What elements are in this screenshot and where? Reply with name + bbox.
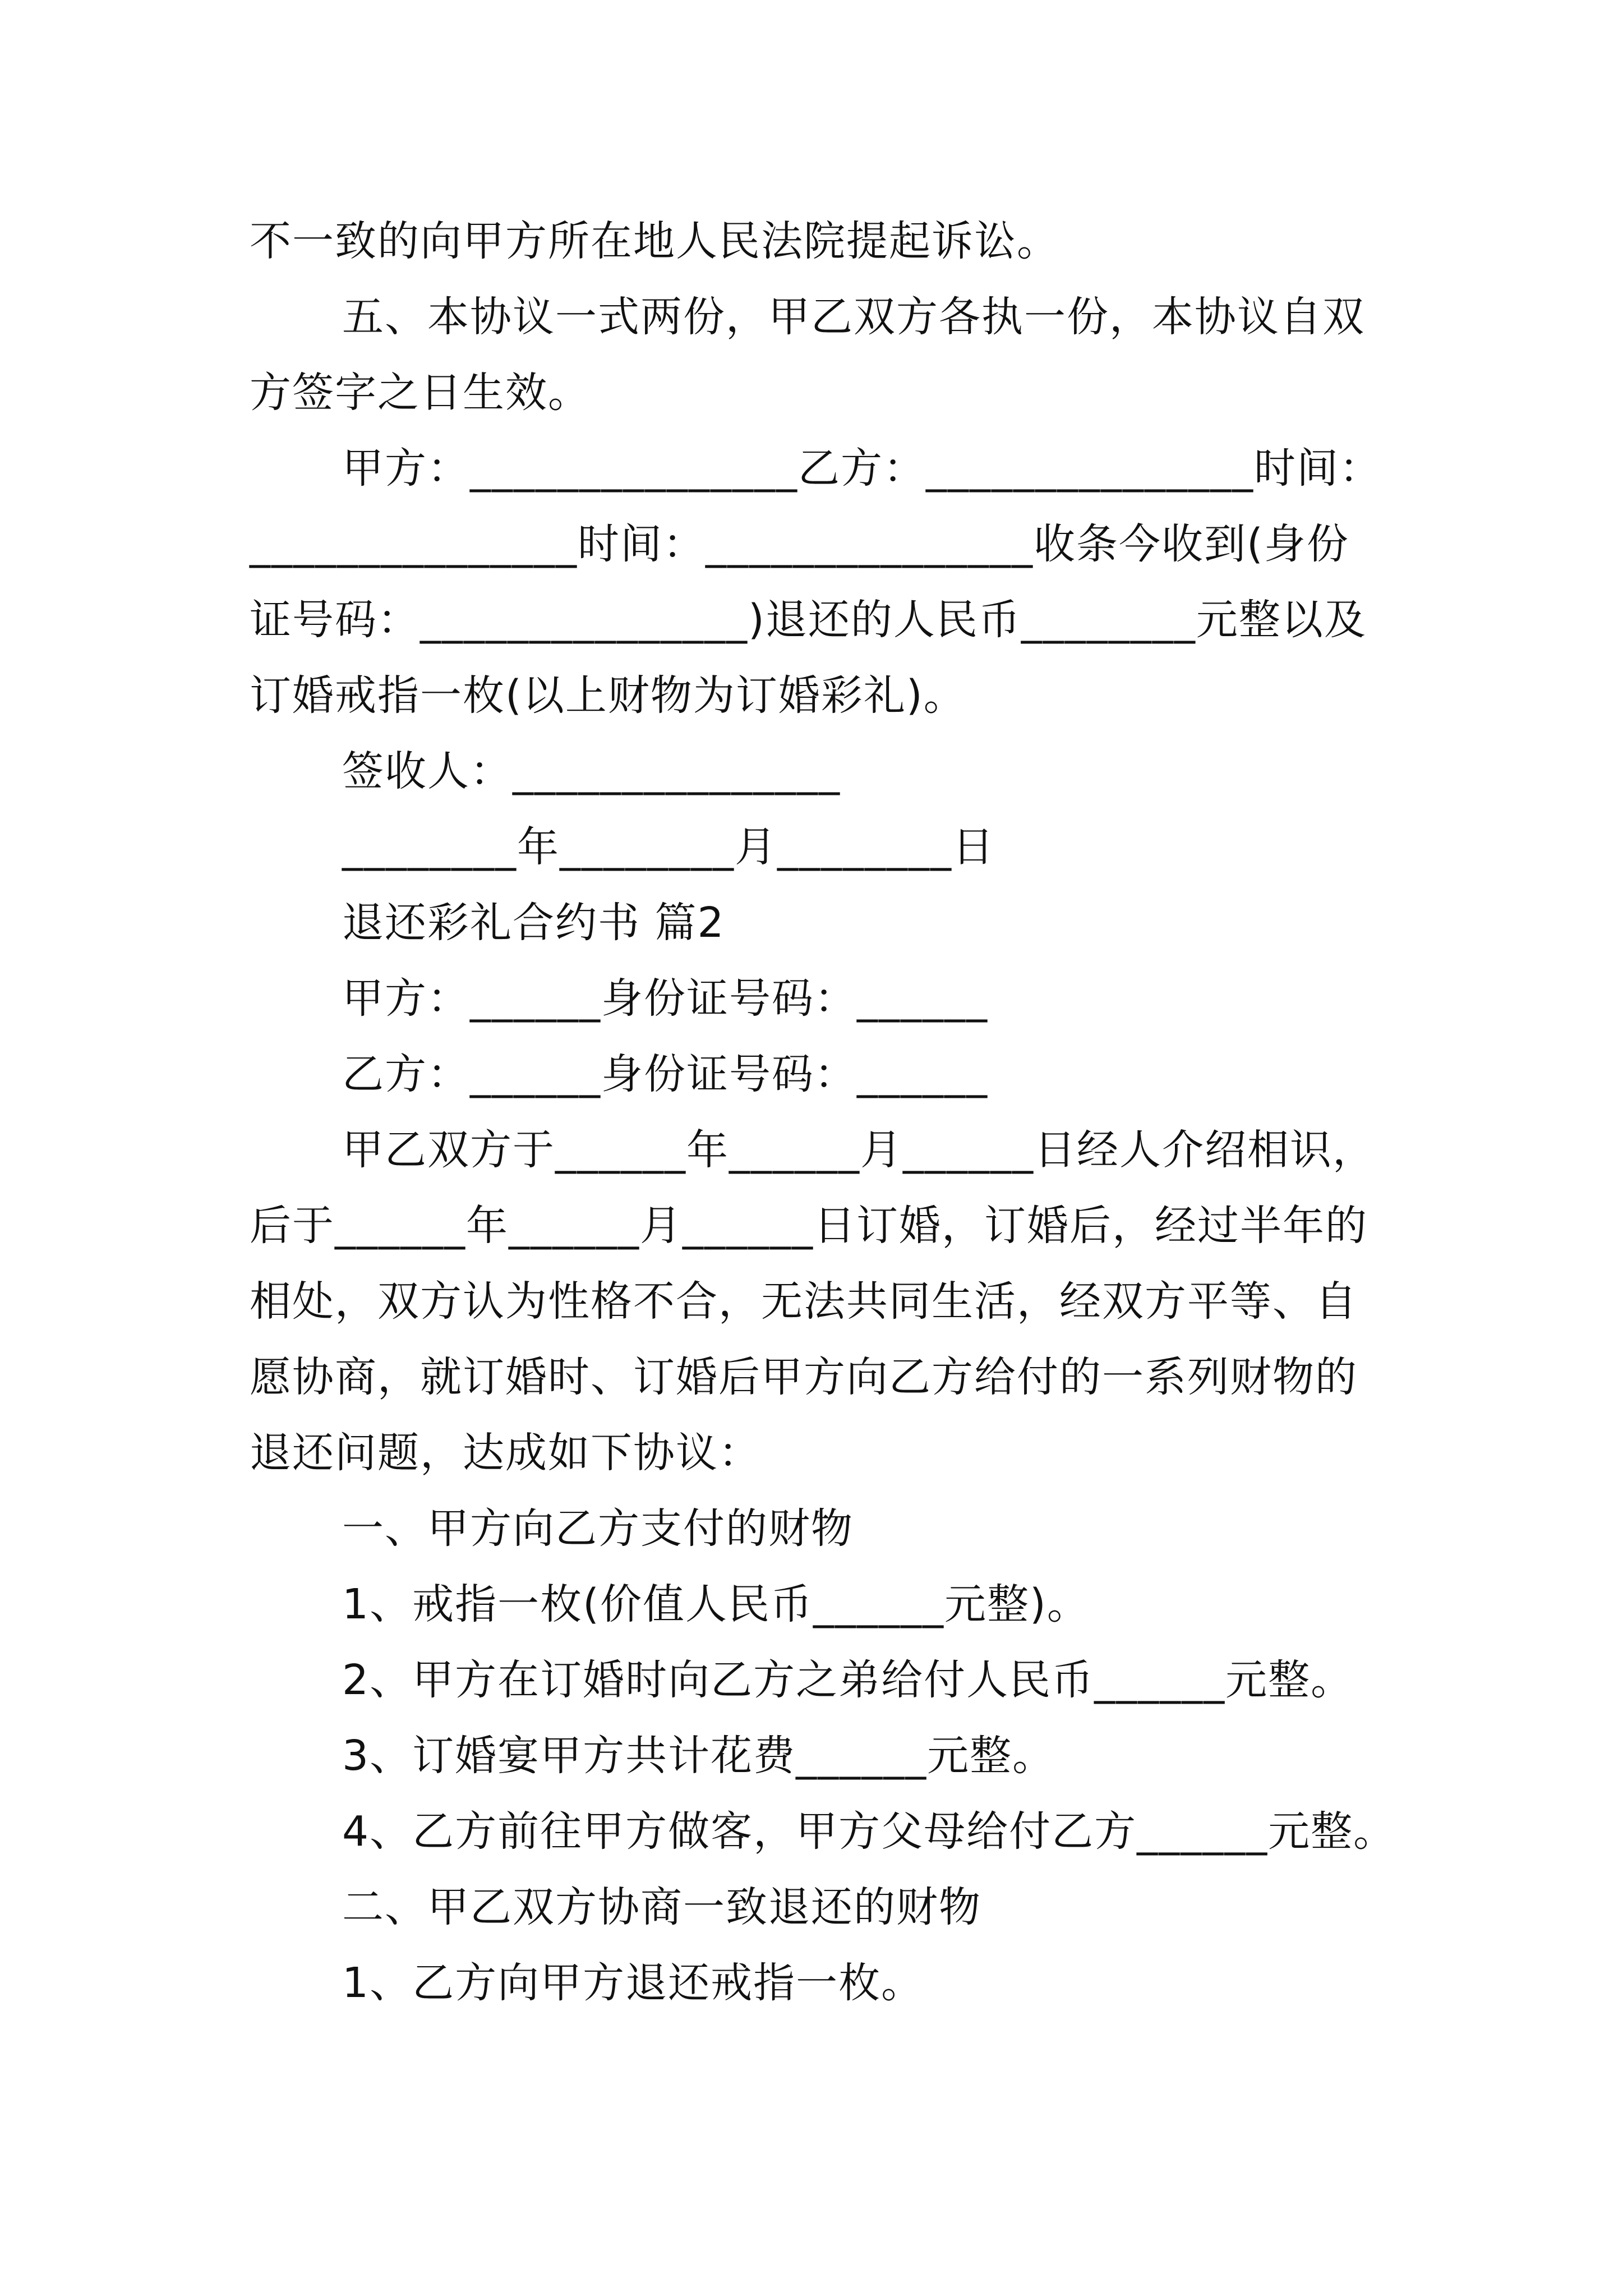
text-line-3: 方签字之日生效。 [250,369,591,417]
text-line-1: 不一致的向甲方所在地人民法院提起诉讼。 [250,217,1059,265]
text-line-13: 甲乙双方于______年______月______日经人介绍相识， [342,1126,1375,1174]
text-line-16: 愿协商，就订婚时、订婚后甲方向乙方给付的一系列财物的 [250,1353,1358,1401]
text-line-15: 相处，双方认为性格不合，无法共同生活，经双方平等、自 [250,1277,1358,1326]
text-line-7: 订婚戒指一枚(以上财物为订婚彩礼)。 [250,671,966,720]
text-line-20: 2、甲方在订婚时向乙方之弟给付人民币______元整。 [342,1656,1354,1704]
text-line-12: 乙方：______身份证号码：______ [342,1050,988,1098]
text-line-24: 1、乙方向甲方退还戒指一枚。 [342,1959,924,2007]
text-line-11: 甲方：______身份证号码：______ [342,974,988,1023]
text-line-22: 4、乙方前往甲方做客，甲方父母给付乙方______元整。 [342,1807,1396,1856]
text-line-19: 1、戒指一枚(价值人民币______元整)。 [342,1580,1090,1628]
text-line-6: 证号码：_______________)退还的人民币________元整以及 [250,596,1367,644]
text-line-18: 一、甲方向乙方支付的财物 [342,1504,854,1553]
text-line-17: 退还问题，达成如下协议： [250,1429,761,1477]
text-line-5: _______________时间：_______________收条今收到(身份 [250,520,1349,568]
text-line-9: ________年________月________日 [342,823,995,871]
text-line-23: 二、甲乙双方协商一致退还的财物 [342,1883,981,1931]
section-heading: 退还彩礼合约书 篇2 [342,899,725,947]
text-line-8: 签收人：_______________ [342,747,841,795]
text-line-2: 五、本协议一式两份，甲乙双方各执一份，本协议自双 [342,293,1365,341]
text-line-4: 甲方：_______________乙方：_______________时间： [342,444,1382,493]
text-line-21: 3、订婚宴甲方共计花费______元整。 [342,1732,1055,1780]
text-line-14: 后于______年______月______日订婚，订婚后，经过半年的 [250,1202,1368,1250]
